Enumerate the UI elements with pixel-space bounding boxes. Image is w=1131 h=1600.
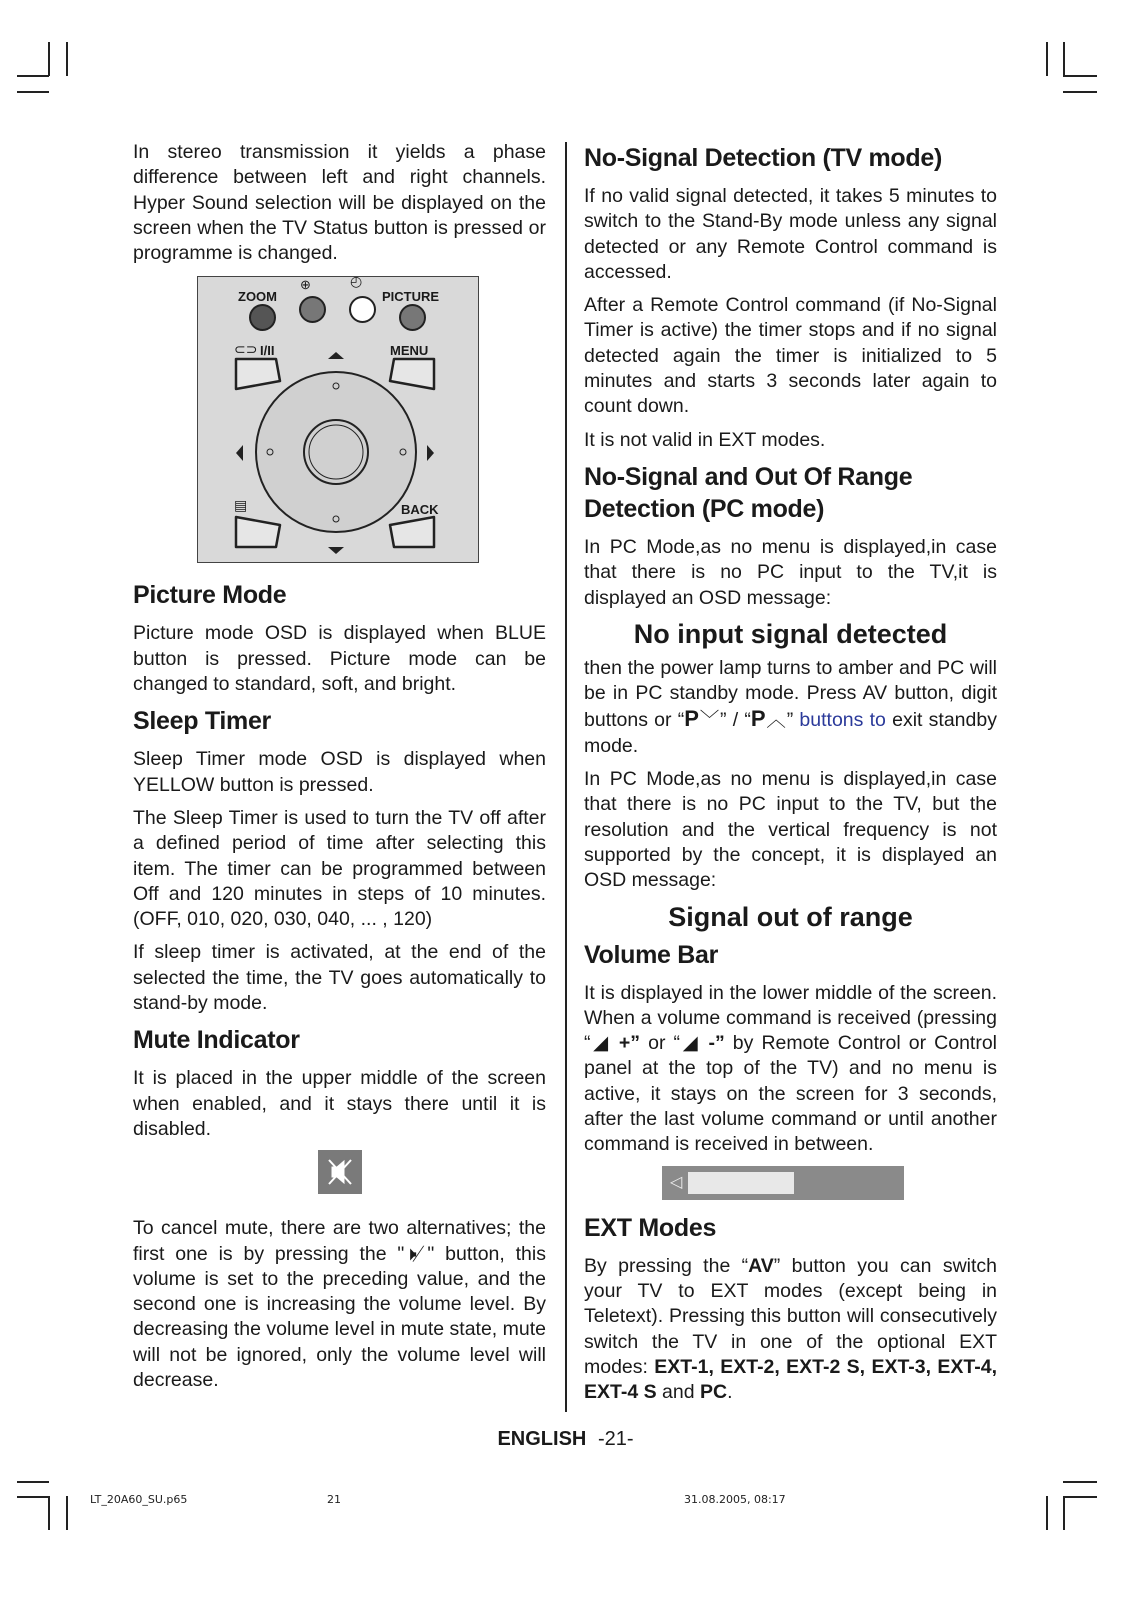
mute-indicator-heading: Mute Indicator — [133, 1026, 300, 1055]
ext-and: and — [656, 1381, 700, 1404]
crop-mark — [1063, 1496, 1065, 1530]
vol-or: or “ — [640, 1032, 681, 1055]
stereo-icon: ⊂⊃ — [234, 341, 258, 358]
ext-modes-p1 — [584, 1254, 997, 1406]
vol-minus: -” — [700, 1032, 725, 1055]
crop-mark — [1063, 75, 1097, 77]
nosignal-pc-p3: In PC Mode,as no menu is displayed,in case that there is no PC input to the TV, but the resolution and the vertical frequency is not supported by the concept, it is displayed an OSD message: — [584, 768, 997, 892]
volume-level-fill — [688, 1172, 794, 1194]
nosignal-pc-p2 — [584, 656, 997, 759]
crop-mark — [1063, 1481, 1097, 1483]
p-down-letter: P — [684, 706, 699, 732]
pc-p2-close: ” — [786, 709, 794, 732]
vol-p1-end: by Remote Control or Control panel at the top of the TV) and no menu is active, it stays on the screen for 3 seconds, after the last volume command or until another command is received in between. — [584, 1032, 998, 1156]
intro-paragraph: In stereo transmission it yields a phase difference between left and right channels. Hyper Sound selection will be displayed on the screen when the TV Status button is pressed or programme is changed. — [133, 141, 546, 265]
nosignal-pc-heading: No-Signal and Out Of Range Detection (PC mode) — [584, 462, 913, 523]
ext-p1-mid: ” button you can switch your TV to EXT modes (except being in Teletext). Pressing this button will consecutively switch the TV in one of the optional EXT modes: — [584, 1254, 997, 1378]
volume-ramp-icon: ◢ — [680, 1032, 701, 1055]
av-key: AV — [748, 1254, 774, 1277]
osd-no-input-message: No input signal detected — [633, 618, 948, 649]
language-label: ENGLISH — [497, 1428, 587, 1450]
crop-mark — [66, 1496, 68, 1530]
speaker-icon: ◁ — [670, 1173, 683, 1191]
osd-out-of-range-message: Signal out of range — [668, 901, 913, 932]
crop-mark — [48, 42, 50, 76]
crop-mark — [17, 1481, 49, 1483]
pc-p2-end: exit standby mode. — [584, 709, 997, 757]
sleep-timer-p3: If sleep timer is activated, at the end of the selected the time, the TV goes automatically to stand-by mode. — [133, 941, 546, 1015]
ext-modes-heading: EXT Modes — [584, 1213, 717, 1242]
crop-mark — [17, 91, 49, 93]
chevron-up-icon: ︿ — [765, 709, 787, 732]
mute-indicator-p1: It is placed in the upper middle of the screen when enabled, and it stays there until it is disabled. — [133, 1067, 546, 1140]
crop-mark — [17, 75, 49, 77]
mute-indicator-p2 — [133, 1216, 546, 1393]
p-up-letter: P — [750, 706, 766, 732]
nosignal-tv-p1: If no valid signal detected, it takes 5 minutes to switch to the Stand-By mode unless any signal detected or any Remote Control command is accessed. — [584, 185, 997, 283]
slug-filename: LT_20A60_SU.p65 — [90, 1493, 188, 1506]
picture-mode-text: Picture mode OSD is displayed when BLUE button is pressed. Picture mode can be changed to standard, soft, and bright. — [133, 622, 546, 696]
nosignal-tv-p2: After a Remote Control command (if No-Signal Timer is active) the timer stops and if no signal detected again the timer is initialized to 5 minutes and starts 3 seconds later again to count down. — [584, 294, 997, 418]
sleep-timer-p1: Sleep Timer mode OSD is displayed when YELLOW button is pressed. — [133, 748, 546, 796]
pc-mode: PC — [700, 1381, 728, 1404]
column-divider — [565, 142, 567, 1412]
crop-mark — [1063, 91, 1097, 93]
sound-icon: ⊕ — [300, 277, 311, 293]
nosignal-pc-p1: In PC Mode,as no menu is displayed,in case that there is no PC input to the TV,it is displayed an OSD message: — [584, 535, 997, 609]
nosignal-tv-heading: No-Signal Detection (TV mode) — [584, 144, 942, 172]
crop-mark — [1046, 42, 1048, 76]
timer-icon: ◴ — [350, 273, 363, 290]
crop-mark — [1063, 1496, 1097, 1498]
picture-label: PICTURE — [382, 289, 440, 305]
zoom-label: ZOOM — [238, 289, 277, 305]
pc-p2-start: then the power lamp turns to amber and PC will be in PC standby mode. Press AV button, digit buttons or “ — [584, 656, 997, 732]
navigation-pad — [198, 277, 478, 562]
mute-p2-end: " button, this volume is set to the preceding value, and the second one is increasing the volume level. By decreasing the volume level in mute state, mute will not be ignored, only the volume level will decrease. — [133, 1242, 546, 1392]
vol-plus: +” — [610, 1032, 641, 1055]
nosignal-tv-p3: It is not valid in EXT modes. — [584, 428, 826, 451]
back-label: BACK — [401, 502, 439, 518]
volume-bar-heading: Volume Bar — [584, 940, 719, 969]
mute-osd-icon — [318, 1150, 362, 1194]
crop-mark — [66, 42, 68, 76]
mute-button-icon: 🕨̸ — [404, 1242, 428, 1265]
teletext-icon: ▤ — [234, 497, 248, 514]
volume-ramp-icon: ◢ — [590, 1032, 611, 1055]
chevron-down-icon: ﹀ — [698, 709, 721, 732]
right-column — [584, 140, 997, 1413]
slug-page: 21 — [327, 1493, 341, 1506]
left-column — [133, 140, 546, 1401]
vol-p1-start: It is displayed in the lower middle of the screen. When a volume command is received (pressing “ — [584, 981, 997, 1055]
ext-modes-list: EXT-1, EXT-2, EXT-2 S, EXT-3, EXT-4, EXT-4 S — [584, 1355, 997, 1404]
crop-mark — [48, 1496, 50, 1530]
ext-p1-start: By pressing the “ — [584, 1254, 749, 1277]
ext-end: . — [727, 1381, 733, 1404]
menu-label: MENU — [390, 343, 429, 359]
sleep-timer-p2: The Sleep Timer is used to turn the TV off after a defined period of time after selecting this item. The timer can be programmed between Off and 120 minutes in steps of 10 minutes. (OFF, 010, 020, 030, 040, ... , 120) — [133, 806, 546, 931]
mode-label: I/II — [260, 343, 275, 359]
pc-p2-buttons: buttons to — [793, 709, 886, 732]
page-footer — [0, 1428, 1131, 1451]
crop-mark — [1046, 1496, 1048, 1530]
slug-date: 31.08.2005, 08:17 — [684, 1493, 786, 1506]
picture-mode-heading: Picture Mode — [133, 581, 287, 610]
mute-p2-start: To cancel mute, there are two alternatives; the first one is by pressing the " — [133, 1217, 546, 1265]
crop-mark — [1063, 42, 1065, 76]
sleep-timer-heading: Sleep Timer — [133, 707, 271, 736]
page-number: -21- — [597, 1428, 634, 1450]
pc-p2-sep: ” / “ — [720, 709, 751, 732]
remote-control-illustration — [197, 273, 479, 563]
crop-mark — [17, 1496, 49, 1498]
volume-bar-p1 — [584, 981, 997, 1158]
volume-bar-osd — [662, 1166, 904, 1200]
